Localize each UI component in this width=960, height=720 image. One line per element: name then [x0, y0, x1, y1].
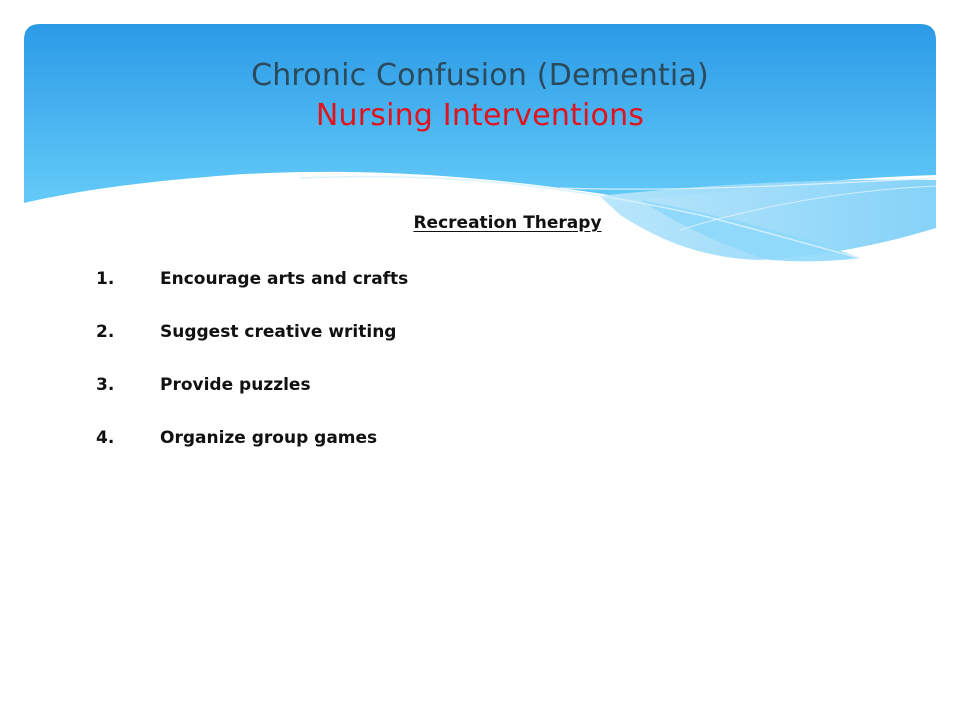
interventions-list	[96, 266, 408, 478]
list-item-text: Provide puzzles	[160, 375, 311, 395]
list-item	[96, 266, 408, 292]
list-item	[96, 319, 408, 345]
list-item-text: Organize group games	[160, 428, 378, 448]
list-item-number: 3.	[96, 375, 115, 395]
list-item	[96, 425, 408, 451]
section-heading: Recreation Therapy	[413, 213, 602, 233]
header-banner	[0, 0, 960, 290]
list-item-number: 4.	[96, 428, 115, 448]
list-item-number: 2.	[96, 322, 115, 342]
list-item-text: Suggest creative writing	[160, 322, 397, 342]
slide-title	[0, 56, 960, 136]
list-item-text: Encourage arts and crafts	[160, 269, 409, 289]
subtitle-text: Nursing Interventions	[315, 98, 645, 133]
list-item	[96, 372, 408, 398]
list-item-number: 1.	[96, 269, 115, 289]
title-text: Chronic Confusion (Dementia)	[251, 58, 709, 93]
